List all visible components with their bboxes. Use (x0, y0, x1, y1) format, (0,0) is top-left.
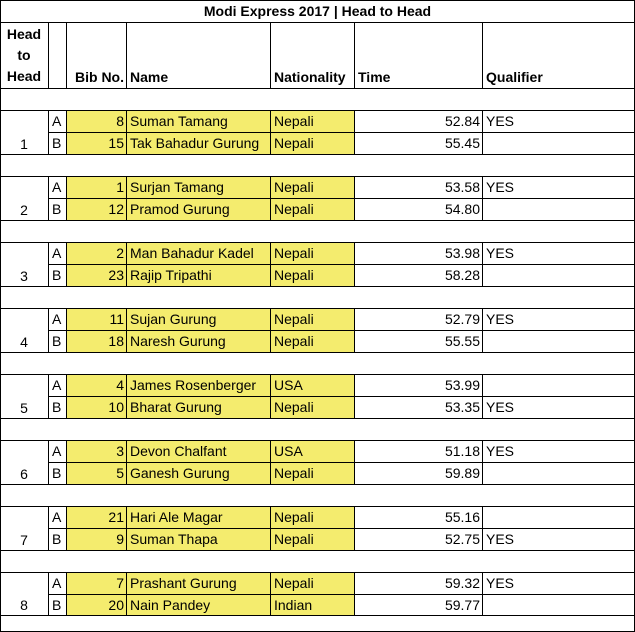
match-number-label: 2 (20, 202, 28, 218)
sheet-title: Modi Express 2017 | Head to Head (0, 0, 635, 23)
header-name-label: Name (130, 69, 169, 85)
runner-slot: A (49, 309, 67, 331)
header-name (127, 23, 271, 89)
header-bib-label: Bib No. (75, 69, 124, 85)
header-head-to-head (0, 23, 49, 89)
runner-time: 52.79 (355, 309, 483, 331)
header-nationality (271, 23, 355, 89)
runner-qualifier: YES (483, 397, 635, 419)
runner-time: 53.35 (355, 397, 483, 419)
runner-bib: 23 (67, 265, 127, 287)
runner-nationality: Nepali (271, 507, 355, 529)
runner-bib: 11 (67, 309, 127, 331)
runner-bib: 15 (67, 133, 127, 155)
runner-name: Pramod Gurung (127, 199, 271, 221)
match-number (0, 573, 49, 616)
runner-slot: B (49, 529, 67, 551)
runner-time: 54.80 (355, 199, 483, 221)
runner-slot: B (49, 199, 67, 221)
header-head-to-head-word: to (17, 47, 31, 63)
runner-bib: 4 (67, 375, 127, 397)
runner-slot: A (49, 441, 67, 463)
runner-slot: B (49, 397, 67, 419)
runner-time: 58.28 (355, 265, 483, 287)
spacer-row (0, 353, 635, 375)
spacer-row (0, 551, 635, 573)
match-number-label: 7 (20, 532, 28, 548)
runner-bib: 8 (67, 111, 127, 133)
runner-bib: 1 (67, 177, 127, 199)
runner-time: 55.55 (355, 331, 483, 353)
runner-name: Nain Pandey (127, 595, 271, 616)
runner-nationality: Nepali (271, 309, 355, 331)
runner-name: Naresh Gurung (127, 331, 271, 353)
runner-qualifier (483, 463, 635, 485)
spacer-row (0, 221, 635, 243)
runner-slot: B (49, 331, 67, 353)
match-number-label: 6 (20, 466, 28, 482)
runner-qualifier (483, 265, 635, 287)
runner-qualifier: YES (483, 573, 635, 595)
match-number (0, 243, 49, 287)
spacer-row (0, 89, 635, 111)
runner-nationality: USA (271, 375, 355, 397)
runner-name: Ganesh Gurung (127, 463, 271, 485)
match-number (0, 441, 49, 485)
runner-nationality: Nepali (271, 243, 355, 265)
header-slot (49, 23, 67, 89)
runner-name: Sujan Gurung (127, 309, 271, 331)
runner-nationality: Nepali (271, 177, 355, 199)
spacer-row (0, 485, 635, 507)
header-head-to-head-word: Head (6, 26, 42, 42)
runner-qualifier: YES (483, 441, 635, 463)
match-number (0, 375, 49, 419)
runner-name: Suman Thapa (127, 529, 271, 551)
runner-nationality: Indian (271, 595, 355, 616)
match-number-label: 4 (20, 334, 28, 350)
runner-time: 51.18 (355, 441, 483, 463)
runner-bib: 5 (67, 463, 127, 485)
runner-name: Hari Ale Magar (127, 507, 271, 529)
header-time-label: Time (358, 69, 391, 85)
spacer-row (0, 419, 635, 441)
runner-name: Man Bahadur Kadel (127, 243, 271, 265)
runner-bib: 7 (67, 573, 127, 595)
runner-qualifier: YES (483, 243, 635, 265)
runner-slot: B (49, 463, 67, 485)
runner-nationality: Nepali (271, 573, 355, 595)
runner-nationality: Nepali (271, 331, 355, 353)
runner-slot: B (49, 133, 67, 155)
runner-time: 59.77 (355, 595, 483, 616)
header-qualifier-label: Qualifier (486, 69, 543, 85)
runner-bib: 18 (67, 331, 127, 353)
runner-slot: A (49, 111, 67, 133)
runner-nationality: USA (271, 441, 355, 463)
runner-qualifier (483, 133, 635, 155)
runner-time: 52.75 (355, 529, 483, 551)
runner-qualifier: YES (483, 309, 635, 331)
runner-time: 55.16 (355, 507, 483, 529)
runner-name: Surjan Tamang (127, 177, 271, 199)
runner-time: 52.84 (355, 111, 483, 133)
runner-nationality: Nepali (271, 529, 355, 551)
runner-qualifier: YES (483, 111, 635, 133)
match-number-label: 1 (20, 136, 28, 152)
runner-bib: 2 (67, 243, 127, 265)
spacer-row (0, 287, 635, 309)
runner-name: Tak Bahadur Gurung (127, 133, 271, 155)
runner-name: Prashant Gurung (127, 573, 271, 595)
runner-name: James Rosenberger (127, 375, 271, 397)
runner-nationality: Nepali (271, 463, 355, 485)
runner-time: 53.99 (355, 375, 483, 397)
match-number-label: 5 (20, 400, 28, 416)
runner-slot: A (49, 243, 67, 265)
header-qualifier (483, 23, 635, 89)
runner-qualifier: YES (483, 529, 635, 551)
runner-time: 53.58 (355, 177, 483, 199)
runner-qualifier (483, 375, 635, 397)
runner-bib: 9 (67, 529, 127, 551)
runner-bib: 21 (67, 507, 127, 529)
header-bib (67, 23, 127, 89)
match-number (0, 309, 49, 353)
runner-bib: 3 (67, 441, 127, 463)
match-number-label: 3 (20, 268, 28, 284)
runner-nationality: Nepali (271, 265, 355, 287)
match-number (0, 507, 49, 551)
runner-name: Devon Chalfant (127, 441, 271, 463)
match-number-label: 8 (20, 597, 28, 613)
runner-name: Suman Tamang (127, 111, 271, 133)
header-head-to-head-word: Head (6, 68, 42, 84)
runner-nationality: Nepali (271, 133, 355, 155)
runner-bib: 12 (67, 199, 127, 221)
match-number (0, 111, 49, 155)
runner-time: 53.98 (355, 243, 483, 265)
match-number (0, 177, 49, 221)
header-nationality-label: Nationality (274, 69, 346, 85)
runner-name: Bharat Gurung (127, 397, 271, 419)
runner-time: 59.89 (355, 463, 483, 485)
runner-slot: A (49, 507, 67, 529)
runner-qualifier (483, 595, 635, 616)
spacer-row (0, 155, 635, 177)
runner-bib: 10 (67, 397, 127, 419)
runner-qualifier: YES (483, 177, 635, 199)
runner-slot: B (49, 265, 67, 287)
runner-time: 59.32 (355, 573, 483, 595)
runner-nationality: Nepali (271, 397, 355, 419)
runner-nationality: Nepali (271, 199, 355, 221)
runner-slot: A (49, 375, 67, 397)
runner-qualifier (483, 331, 635, 353)
runner-time: 55.45 (355, 133, 483, 155)
runner-slot: A (49, 573, 67, 595)
runner-slot: A (49, 177, 67, 199)
runner-slot: B (49, 595, 67, 616)
runner-name: Rajip Tripathi (127, 265, 271, 287)
runner-qualifier (483, 199, 635, 221)
runner-bib: 20 (67, 595, 127, 616)
runner-nationality: Nepali (271, 111, 355, 133)
runner-qualifier (483, 507, 635, 529)
header-time (355, 23, 483, 89)
